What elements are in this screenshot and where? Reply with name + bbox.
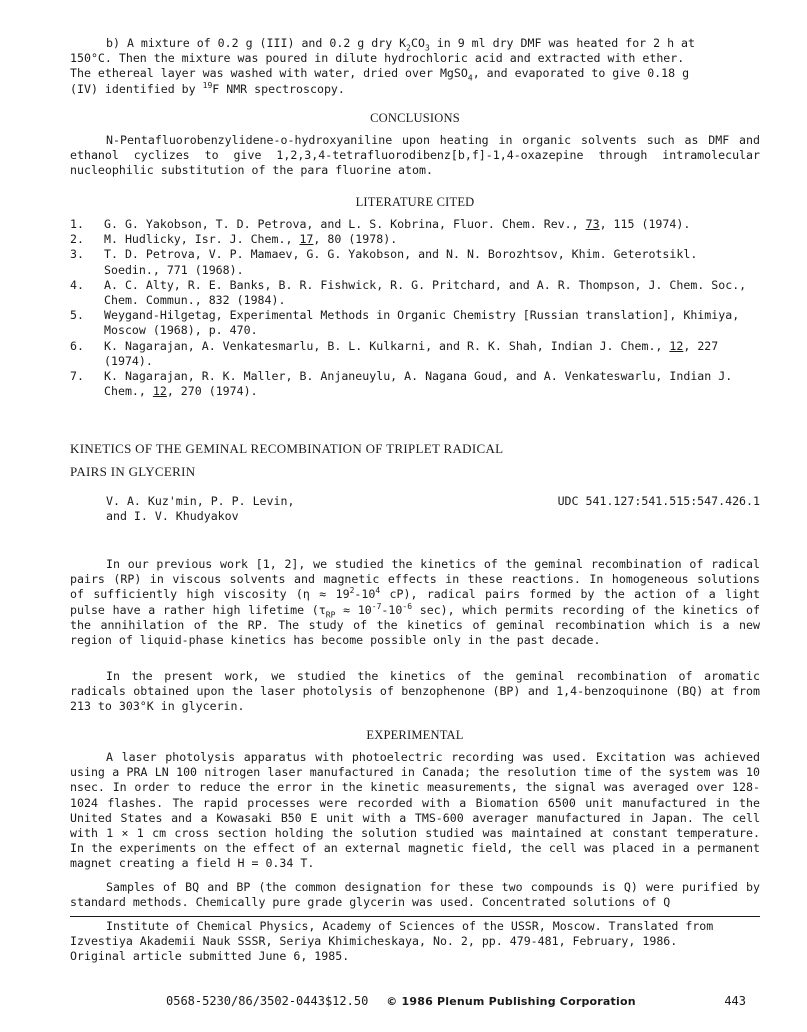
- text-fragment: CO: [410, 36, 425, 50]
- reference-volume: 12: [152, 384, 167, 399]
- reference-pages: , 80 (1978).: [313, 232, 398, 247]
- reference-text: [104, 278, 760, 308]
- reference-volume: 73: [585, 217, 600, 231]
- text-fragment: (IV) identified by: [70, 81, 203, 96]
- experimental-heading: EXPERIMENTAL: [366, 728, 464, 742]
- reference-item: [70, 339, 760, 369]
- subscript: 4: [467, 73, 473, 83]
- text-fragment: sec), which permits recording of the kinetics of the annihilation of the RP. The study of the kinetics of geminal recombination which is a new region of liquid-phase kinetics has become possible only in the past decade.: [70, 602, 760, 648]
- reference-text: [104, 232, 760, 247]
- article-title-line: PAIRS IN GLYCERIN: [70, 464, 196, 480]
- footnote-line: Izvestiya Akademii Nauk SSSR, Seriya Khimicheskaya, No. 2, pp. 479-481, February, 1986.: [70, 934, 678, 949]
- page-footer: [70, 994, 760, 1009]
- previous-article-tail: [70, 36, 760, 97]
- reference-number: 7.: [70, 369, 84, 384]
- reference-citation: K. Nagarajan, R. K. Maller, B. Anjaneuylu, A. Nagana Goud, and A. Venkateswarlu, Indian J. Chem.,: [104, 369, 733, 399]
- reference-number: 2.: [70, 232, 84, 247]
- samples-paragraph: Samples of BQ and BP (the common designation for these two compounds is Q) were purified by standard methods. Chemically pure grade glycerin was used. Concentrated solutions of Q: [70, 880, 760, 910]
- reference-citation: T. D. Petrova, V. P. Mamaev, G. G. Yakobson, and N. N. Borozhtsov, Khim. Geterotsikl. Soedin., 771 (1968).: [104, 247, 698, 277]
- copyright-notice: © 1986 Plenum Publishing Corporation: [386, 995, 636, 1008]
- reference-number: 1.: [70, 217, 84, 231]
- superscript: 19: [202, 80, 213, 90]
- present-work-paragraph: In the present work, we studied the kinetics of the geminal recombination of aromatic radicals obtained upon the laser photolysis of benzophenone (BP) and 1,4-benzoquinone (BQ) at from 213 to 303°K in glycerin.: [70, 669, 760, 714]
- literature-heading: LITERATURE CITED: [355, 195, 475, 209]
- text-fragment: -10: [381, 602, 403, 617]
- reference-citation: G. G. Yakobson, T. D. Petrova, and L. S. Kobrina, Fluor. Chem. Rev.,: [104, 217, 586, 231]
- text-fragment: F NMR spectroscopy.: [212, 81, 345, 96]
- authors-line: V. A. Kuz'min, P. P. Levin,: [106, 494, 295, 508]
- text-fragment: ≈ 10: [335, 602, 372, 617]
- previous-article-line: 150°C. Then the mixture was poured in dilute hydrochloric acid and extracted with ether.: [70, 51, 685, 66]
- reference-number: 3.: [70, 247, 84, 262]
- reference-citation: A. C. Alty, R. E. Banks, B. R. Fishwick, R. G. Pritchard, and A. R. Thompson, J. Chem. Soc., Chem. Commun., 832 (1984).: [104, 277, 747, 308]
- previous-article-line: [70, 82, 760, 97]
- superscript: 4: [375, 586, 381, 596]
- reference-text: [104, 247, 760, 277]
- reference-volume: 17: [299, 232, 314, 247]
- reference-citation: K. Nagarajan, A. Venkatesmarlu, B. L. Kulkarni, and R. K. Shah, Indian J. Chem.,: [104, 338, 670, 353]
- footnote-line: Original article submitted June 6, 1985.: [70, 949, 350, 964]
- superscript: -6: [402, 601, 413, 611]
- reference-number: 4.: [70, 277, 84, 292]
- reference-pages: , 227 (1974).: [104, 338, 719, 368]
- reference-pages: , 115 (1974).: [599, 217, 691, 231]
- reference-item: [70, 369, 760, 399]
- subscript: 3: [424, 43, 430, 53]
- text-fragment: b) A mixture of 0.2 g (III) and 0.2 g dry K: [106, 36, 407, 50]
- reference-text: [104, 217, 760, 232]
- reference-item: [70, 217, 760, 232]
- reference-item: [70, 232, 760, 247]
- reference-citation: Weygand-Hilgetag, Experimental Methods in Organic Chemistry [Russian translation], Khimiya, Moscow (1968), p. 470.: [104, 308, 740, 338]
- reference-item: [70, 247, 760, 277]
- reference-number: 5.: [70, 308, 84, 323]
- text-fragment: In our previous work [1, 2], we studied the kinetics of the geminal recombination of radical pairs (RP) in viscous solvents and magnetic effects in these reactions. In homogeneous solutions of sufficiently high viscosity (η ≈ 19: [70, 557, 760, 602]
- reference-citation: M. Hudlicky, Isr. J. Chem.,: [104, 232, 300, 247]
- previous-article-line: [70, 36, 760, 51]
- udc-code: UDC 541.127:541.515:547.426.1: [557, 494, 760, 508]
- reference-item: [70, 278, 760, 308]
- text-fragment: cP), radical pairs formed by the action of a light pulse have a rather high lifetime (τ: [70, 587, 761, 617]
- reference-text: [104, 339, 760, 369]
- reference-item: [70, 308, 760, 338]
- article-title-line: KINETICS OF THE GEMINAL RECOMBINATION OF TRIPLET RADICAL: [70, 441, 504, 456]
- reference-text: [104, 308, 760, 338]
- footnote: [70, 919, 760, 965]
- reference-volume: 12: [669, 338, 684, 353]
- article-title: [70, 441, 760, 479]
- article-code: 0568-5230/86/3502-0443$12.50: [166, 994, 369, 1008]
- footnote-line: Institute of Chemical Physics, Academy of Sciences of the USSR, Moscow. Translated from: [106, 919, 714, 933]
- previous-article-line: [70, 66, 760, 81]
- text-fragment: , and evaporated to give 0.18 g: [472, 66, 690, 81]
- reference-pages: , 270 (1974).: [166, 384, 258, 399]
- page-number: 443: [724, 994, 746, 1008]
- subscript: 2: [406, 43, 411, 53]
- experimental-paragraph: A laser photolysis apparatus with photoelectric recording was used. Excitation was achieved using a PRA LN 100 nitrogen laser manufactured in Canada; the resolution time of the system was 10 nsec. In order to reduce the error in the kinetic measurements, the signal was averaged over 128-1024 flashes. The rapid processes were recorded with a Biomation 6500 unit manufactured in the United States and a Kowasaki B50 E unit with a TMS-600 averager manufactured in Japan. The cell with 1 × 1 cm cross section holding the solution studied was maintained at constant temperature. In the experiments on the effect of an external magnetic field, the cell was placed in a permanent magnet creating a field H = 0.34 T.: [70, 750, 760, 871]
- article-authors: [106, 494, 406, 524]
- conclusions-paragraph: N-Pentafluorobenzylidene-o-hydroxyaniline upon heating in organic solvents such as DMF and ethanol cyclizes to give 1,2,3,4-tetrafluorodibenz[b,f]-1,4-oxazepine through intramolecular nucleophilic substitution of the para fluorine atom.: [70, 133, 760, 178]
- intro-paragraph: [70, 557, 760, 648]
- superscript: 2: [349, 586, 355, 596]
- authors-line: and I. V. Khudyakov: [106, 509, 239, 524]
- reference-number: 6.: [70, 338, 84, 353]
- reference-text: [104, 369, 760, 399]
- text-fragment: in 9 ml dry DMF was heated for 2 h at: [429, 36, 696, 50]
- reference-list: [70, 217, 760, 399]
- subscript: RP: [325, 609, 336, 619]
- footnote-divider: [70, 916, 760, 917]
- superscript: -7: [371, 601, 382, 611]
- text-fragment: The ethereal layer was washed with water, dried over MgSO: [70, 66, 468, 81]
- conclusions-heading: CONCLUSIONS: [370, 111, 460, 125]
- text-fragment: -10: [354, 587, 376, 602]
